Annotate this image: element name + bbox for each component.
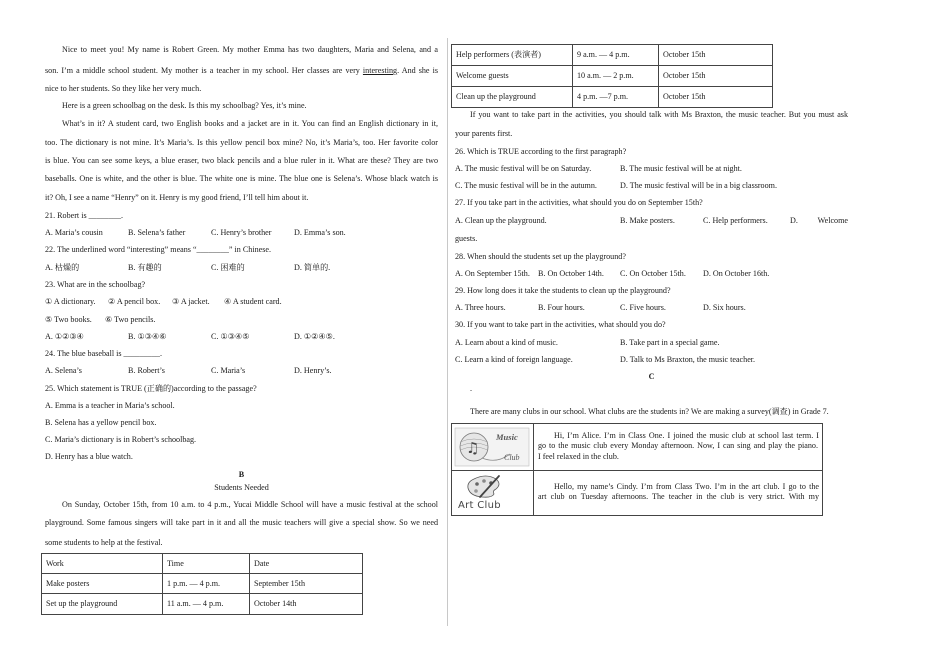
club-survey-table [451,423,823,516]
option-b: B. Four hours. [538,303,585,312]
question-stem: 25. Which statement is TRUE (正确的)according to the passage? [45,384,257,393]
passage-a-line-4: Here is a green schoolbag on the desk. Is this my schoolbag? Yes, it’s mine. [62,101,307,110]
option-c: C. On October 15th. [620,269,686,278]
table-header-cell: Date [250,554,363,574]
option-d: D. Welcome [790,216,848,225]
table-cell-date: October 15th [659,87,773,108]
option-c: C. ①③④⑤ [211,332,250,341]
item-3: ③ A jacket. [172,297,210,306]
section-b-after-line-1: If you want to take part in the activities, you should talk with Ms Braxton, the music teacher. But you must ask [470,110,848,119]
question-stem: 26. Which is TRUE according to the first paragraph? [455,147,627,156]
passage-a-line-6: too. The dictionary is not mine. It’s Maria’s. Is this yellow pencil box mine? No, it’s Maria’s, too. Her favorite color [45,138,438,147]
item-5: ⑤ Two books. [45,315,92,324]
section-title: Students Needed [214,483,269,492]
section-b-intro-line-1: On Sunday, October 15th, from 10 a.m. to 4 p.m., Yucai Middle School will have a music festival at the school [62,500,438,509]
art-club-logo-icon [452,471,533,515]
option-a: A. 枯燥的 [45,263,80,272]
table-cell-time: 11 a.m. — 4 p.m. [163,594,250,615]
option-a: A. Maria’s cousin [45,228,103,237]
table-row [452,66,773,87]
option-c: C. Henry’s brother [211,228,272,237]
club-text-line: Hi, I’m Alice. I’m in Class One. I joined the music club at school last term. I [554,431,819,440]
item-1: ① A dictionary. [45,297,96,306]
volunteer-table-part-1 [41,553,363,615]
passage-a-line-3: nice to her students. So they like her very much. [45,84,202,93]
question-stem: 23. What are in the schoolbag? [45,280,146,289]
art-club-logo [452,471,534,515]
table-cell-date: October 15th [659,66,773,87]
option-d: D. On October 16th. [703,269,770,278]
option-d: D. ①②④⑤. [294,332,335,341]
option-a: A. Emma is a teacher in Maria’s school. [45,401,175,410]
option-d: D. 简单的. [294,263,331,272]
volunteer-table-part-2 [451,44,773,108]
option-b: B. On October 14th. [538,269,604,278]
option-b: B. ①③④⑥ [128,332,167,341]
art-club-logo-text: Art Club [458,500,501,511]
passage-a-line-2 [45,66,438,76]
table-cell-work: Set up the playground [42,594,163,615]
option-b: B. 有趣的 [128,263,162,272]
table-header-row [42,554,363,574]
table-header-cell: Time [163,554,250,574]
column-divider [447,38,448,626]
passage-a-line-9: it? Oh, I see a name “Henry” on it. Henry is my good friend, I’ll tell him about it. [45,193,309,202]
question-stem: 21. Robert is ________. [45,211,124,220]
svg-text:♫: ♫ [466,439,480,457]
option-b: B. The music festival will be at night. [620,164,742,173]
option-c: C. Maria’s dictionary is in Robert’s schoolbag. [45,435,197,444]
option-b: B. Make posters. [620,216,675,225]
table-row [42,574,363,594]
option-c: C. 困难的 [211,263,245,272]
item-4: ④ A student card. [224,297,282,306]
option-d: D. The music festival will be in a big classroom. [620,181,777,190]
item-2: ② A pencil box. [108,297,161,306]
passage-text: . And she is [397,66,438,75]
table-cell-date: October 14th [250,594,363,615]
option-c: C. Learn a kind of foreign language. [455,355,573,364]
section-c-intro: There are many clubs in our school. What clubs are the students in? We are making a survey(调查) in Grade 7. [470,407,829,416]
option-d: D. Henry has a blue watch. [45,452,133,461]
question-stem: 30. If you want to take part in the activities, what should you do? [455,320,666,329]
club-text-alice [534,424,822,470]
section-letter: C [648,372,655,381]
passage-a-line-7: is blue. You can see some keys, a blue eraser, two black pencils and a blue ruler in it. What are these? They are two [45,156,438,165]
passage-text: son. I’m a middle school student. My mother is a teacher in my school. Her classes are very [45,66,363,75]
club-text-cindy [534,471,822,515]
option-c: C. The music festival will be in the autumn. [455,181,597,190]
option-d: D. Henry’s. [294,366,332,375]
section-b-intro-line-3: some students to help at the festival. [45,538,163,547]
section-b-after-line-2: your parents first. [455,129,513,138]
option-a: A. Learn about a kind of music. [455,338,558,347]
passage-a-line-1: Nice to meet you! My name is Robert Green. My mother Emma has two daughters, Maria and Selena, and a [62,45,438,54]
option-c: C. Five hours. [620,303,666,312]
club-row-art [452,471,822,515]
question-stem: 29. How long does it take the students to clean up the playground? [455,286,671,295]
club-text-line: Hello, my name’s Cindy. I’m from Class Two. I’m in the art club. I go to the [554,482,819,491]
option-a: A. Clean up the playground. [455,216,547,225]
section-mark: . [470,384,473,393]
option-d: D. Emma’s son. [294,228,346,237]
option-c: C. Help performers. [703,216,768,225]
table-cell-work: Make posters [42,574,163,594]
question-stem: 22. The underlined word “interesting” means “________” in Chinese. [45,245,271,254]
question-stem: 24. The blue baseball is _________. [45,349,162,358]
club-text-line: art club on Tuesday afternoons. The teacher in the club is very strict. With my [538,492,819,501]
option-a: A. ①②③④ [45,332,84,341]
table-row [452,45,773,66]
option-a: A. The music festival will be on Saturday. [455,164,592,173]
passage-a-line-5: What’s in it? A student card, two English books and a jacket are in it. You can find an English dictionary in it, [62,119,438,128]
table-cell-work: Welcome guests [452,66,573,87]
option-b: B. Take part in a special game. [620,338,720,347]
table-row [452,87,773,108]
club-text-line: go to the music club every Monday afternoon. Now, I can sing and play the piano. [538,441,818,450]
table-cell-time: 9 a.m. — 4 p.m. [573,45,659,66]
music-club-logo [452,424,534,470]
question-stem: 28. When should the students set up the playground? [455,252,626,261]
option-a: A. Selena’s [45,366,82,375]
option-d: D. Six hours. [703,303,746,312]
table-cell-time: 1 p.m. — 4 p.m. [163,574,250,594]
option-b: B. Robert’s [128,366,165,375]
question-stem: 27. If you take part in the activities, what should you do on September 15th? [455,198,703,207]
passage-a-line-8: baseballs. One is white, and the other is blue. The white one is mine. The blue one is Selena’s. Whose black watch is [45,174,438,183]
table-cell-work: Help performers (表演者) [452,45,573,66]
table-cell-date: September 15th [250,574,363,594]
option-b: B. Selena’s father [128,228,186,237]
table-header-cell: Work [42,554,163,574]
underlined-word: interesting [362,66,398,75]
item-6: ⑥ Two pencils. [105,315,156,324]
section-b-intro-line-2: playground. Some famous singers will take part in it and all the music teachers will give a special show. So we need [45,518,438,527]
option-d: D. Talk to Ms Braxton, the music teacher. [620,355,756,364]
club-row-music [452,424,822,471]
option-a: A. Three hours. [455,303,506,312]
option-b: B. Selena has a yellow pencil box. [45,418,157,427]
club-text-line: I feel relaxed in the club. [538,452,619,461]
option-c: C. Maria’s [211,366,246,375]
table-cell-date: October 15th [659,45,773,66]
music-club-logo-icon [452,424,533,470]
music-club-logo-text: Club [504,453,520,462]
table-cell-work: Clean up the playground [452,87,573,108]
section-letter: B [238,470,245,479]
option-d-continued: guests. [455,234,478,243]
music-club-logo-text: Music [496,432,518,442]
table-cell-time: 10 a.m. — 2 p.m. [573,66,659,87]
table-cell-time: 4 p.m. —7 p.m. [573,87,659,108]
option-a: A. On September 15th. [455,269,530,278]
table-row [42,594,363,615]
